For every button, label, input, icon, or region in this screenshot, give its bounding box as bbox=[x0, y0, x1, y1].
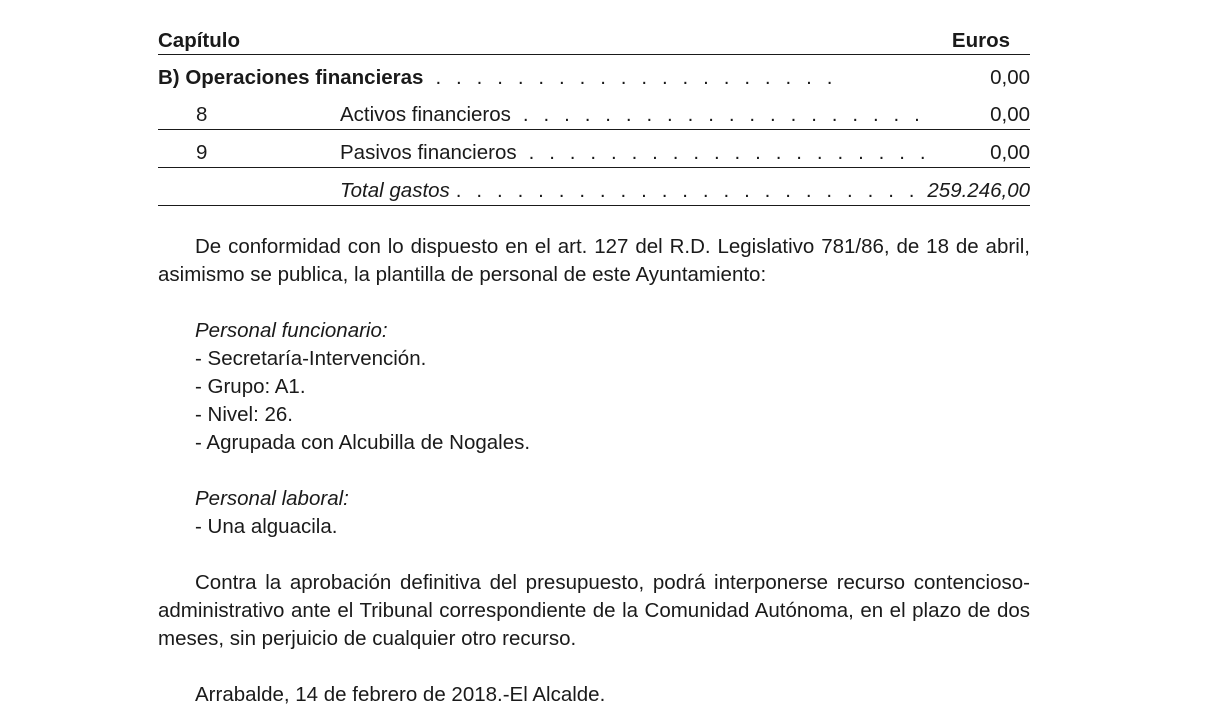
list-item: - Una alguacila. bbox=[195, 515, 338, 538]
header-amount: Euros bbox=[927, 24, 1030, 55]
body-text bbox=[158, 233, 1030, 709]
total-label: Total gastos bbox=[340, 179, 450, 202]
personal-laboral bbox=[158, 485, 1030, 541]
list-item: - Secretaría-Intervención. bbox=[195, 347, 427, 370]
section-label: B) Operaciones financieras bbox=[158, 66, 424, 89]
list-item: - Agrupada con Alcubilla de Nogales. bbox=[195, 431, 531, 454]
row-label: Pasivos financieros bbox=[340, 141, 517, 164]
personal-funcionario bbox=[158, 317, 1030, 457]
laboral-label: Personal laboral: bbox=[195, 487, 349, 510]
dot-leader bbox=[456, 179, 924, 203]
budget-table bbox=[158, 24, 1030, 206]
section-row bbox=[158, 55, 1030, 93]
row-label: Activos financieros bbox=[340, 103, 511, 126]
table-row bbox=[158, 130, 1030, 168]
row-number: 9 bbox=[158, 130, 286, 168]
total-row bbox=[158, 168, 1030, 206]
section-amount: 0,00 bbox=[990, 66, 1030, 89]
dot-leader bbox=[435, 66, 841, 90]
document-page bbox=[158, 24, 1030, 709]
header-chapter: Capítulo bbox=[158, 24, 927, 55]
dot-leader bbox=[523, 103, 924, 127]
dot-leader bbox=[529, 141, 924, 165]
signature-line: Arrabalde, 14 de febrero de 2018.-El Alcalde. bbox=[195, 683, 606, 706]
row-number: 8 bbox=[158, 92, 286, 130]
paragraph-recurso: Contra la aprobación definitiva del presupuesto, podrá interponerse recurso contencioso-administrativo ante el Tribunal correspondiente de la Comunidad Autónoma, en el plazo de dos meses, sin perjuicio de cualquier otro recurso. bbox=[158, 571, 1030, 650]
total-amount: 259.246,00 bbox=[927, 168, 1030, 206]
row-amount: 0,00 bbox=[927, 130, 1030, 168]
table-header-row bbox=[158, 24, 1030, 55]
list-item: - Nivel: 26. bbox=[195, 403, 293, 426]
list-item: - Grupo: A1. bbox=[195, 375, 306, 398]
funcionario-label: Personal funcionario: bbox=[195, 319, 388, 342]
row-amount: 0,00 bbox=[927, 92, 1030, 130]
table-row bbox=[158, 92, 1030, 130]
paragraph-plantilla: De conformidad con lo dispuesto en el art. 127 del R.D. Legislativo 781/86, de 18 de abril, asimismo se publica, la plantilla de personal de este Ayuntamiento: bbox=[158, 235, 1030, 286]
